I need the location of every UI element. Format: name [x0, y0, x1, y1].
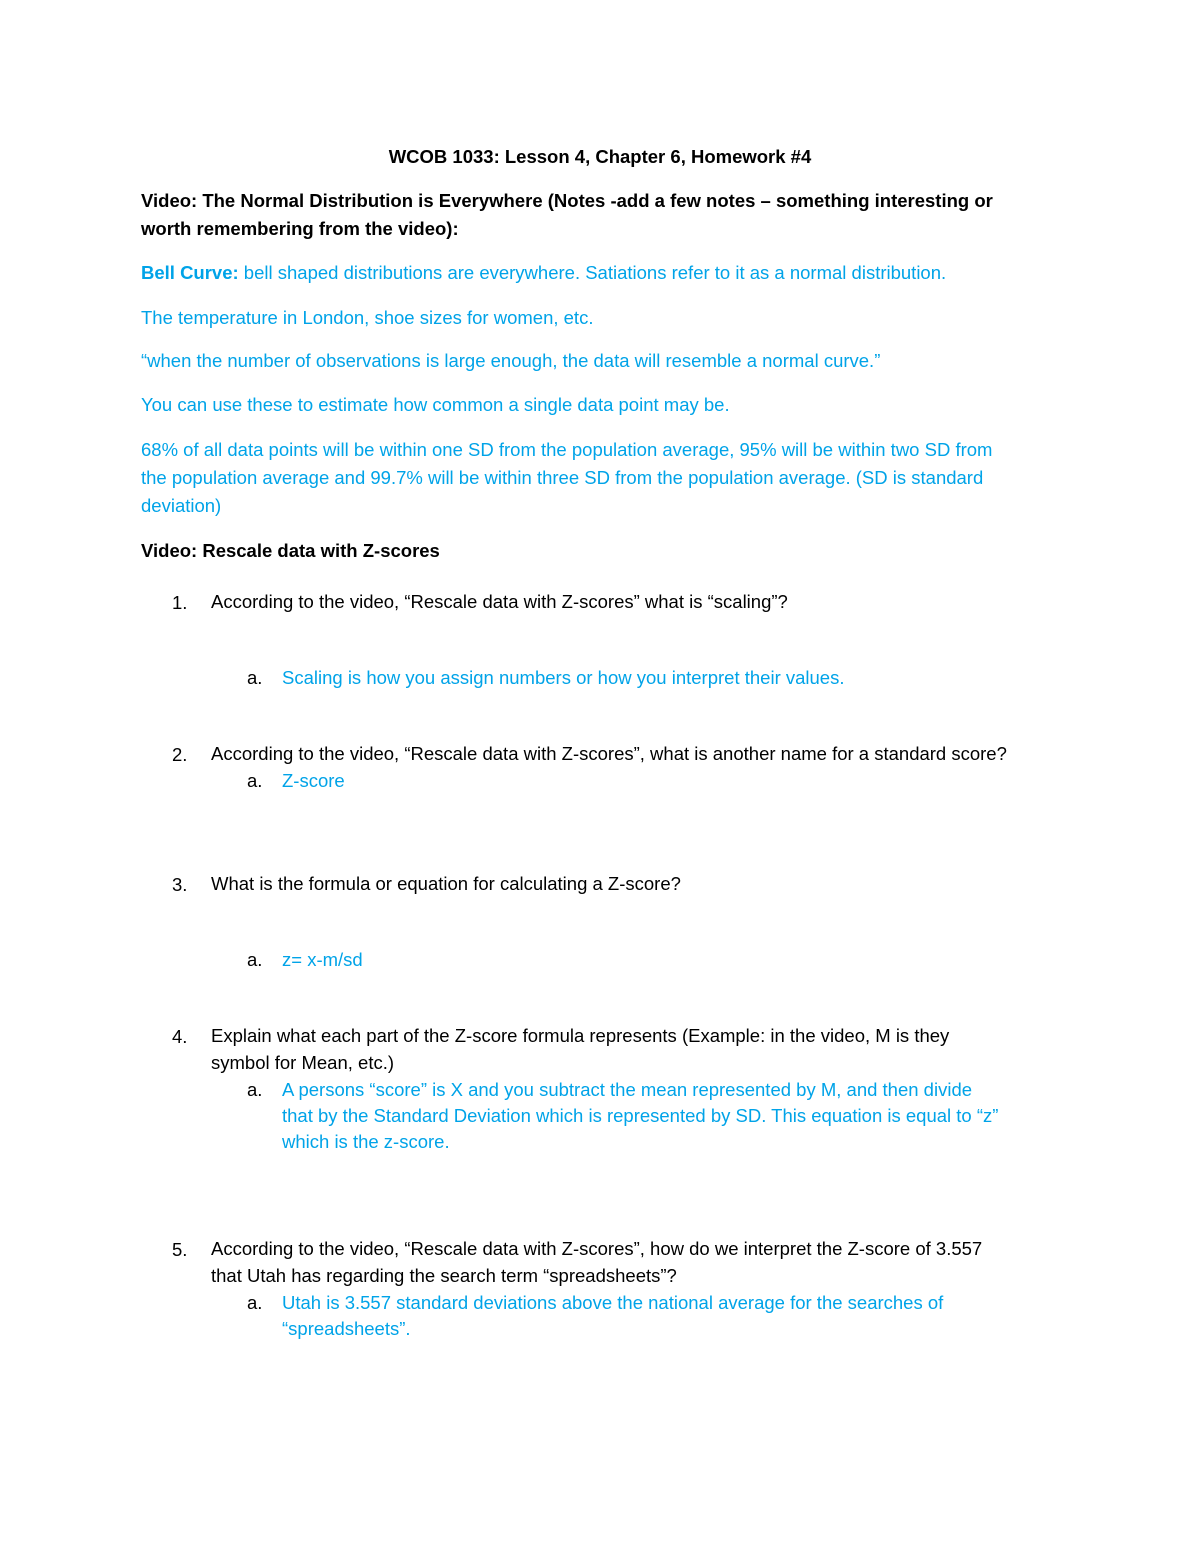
question-4-number: 4.	[172, 1026, 188, 1047]
answer-5-text-line2: “spreadsheets”.	[282, 1318, 411, 1339]
note-bell-curve	[141, 259, 946, 286]
note-quote: “when the number of observations is large enough, the data will resemble a normal curve.”	[141, 350, 881, 371]
note-estimate: You can use these to estimate how common a single data point may be.	[141, 394, 730, 415]
answer-5-text-line1: Utah is 3.557 standard deviations above the national average for the searches of	[282, 1292, 944, 1313]
question-3-text: What is the formula or equation for calculating a Z-score?	[211, 873, 681, 894]
answer-4-text-line2: that by the Standard Deviation which is represented by SD. This equation is equal to “z”	[282, 1105, 999, 1126]
answer-5-label: a.	[247, 1292, 263, 1313]
section1-heading-line2: worth remembering from the video):	[141, 218, 459, 239]
answer-3-text: z= x-m/sd	[282, 949, 363, 970]
question-3-number: 3.	[172, 874, 188, 895]
question-1-text: According to the video, “Rescale data with Z-scores” what is “scaling”?	[211, 591, 788, 612]
section2-heading: Video: Rescale data with Z-scores	[141, 540, 440, 561]
note-examples: The temperature in London, shoe sizes for women, etc.	[141, 307, 594, 328]
answer-2-text: Z-score	[282, 770, 345, 791]
answer-4-text-line3: which is the z-score.	[282, 1131, 450, 1152]
question-2-text: According to the video, “Rescale data with Z-scores”, what is another name for a standard score?	[211, 743, 1007, 764]
answer-4-label: a.	[247, 1079, 263, 1100]
question-4-text-line2: symbol for Mean, etc.)	[211, 1052, 395, 1073]
note-empirical-rule-line2: the population average and 99.7% will be within three SD from the population average. (SD is standard	[141, 467, 984, 488]
answer-4-text-line1: A persons “score” is X and you subtract the mean represented by M, and then divide	[282, 1079, 973, 1100]
answer-1-label: a.	[247, 667, 263, 688]
note-empirical-rule-line3: deviation)	[141, 495, 222, 516]
note-bell-curve-label: Bell Curve:	[141, 262, 239, 283]
answer-2-label: a.	[247, 770, 263, 791]
question-5-text-line1: According to the video, “Rescale data with Z-scores”, how do we interpret the Z-score of 3.557	[211, 1238, 983, 1259]
page-title: WCOB 1033: Lesson 4, Chapter 6, Homework #4	[388, 146, 812, 167]
question-5-number: 5.	[172, 1239, 188, 1260]
note-empirical-rule-line1: 68% of all data points will be within one SD from the population average, 95% will be within two SD from	[141, 439, 993, 460]
question-2-number: 2.	[172, 744, 188, 765]
note-bell-curve-text: bell shaped distributions are everywhere. Satiations refer to it as a normal distribution.	[238, 262, 947, 283]
answer-3-label: a.	[247, 949, 263, 970]
answer-1-text: Scaling is how you assign numbers or how you interpret their values.	[282, 667, 845, 688]
question-1-number: 1.	[172, 592, 188, 613]
section1-heading-line1: Video: The Normal Distribution is Everywhere (Notes -add a few notes – something interesting or	[141, 190, 993, 211]
question-5-text-line2: that Utah has regarding the search term “spreadsheets”?	[211, 1265, 677, 1286]
question-4-text-line1: Explain what each part of the Z-score formula represents (Example: in the video, M is they	[211, 1025, 950, 1046]
